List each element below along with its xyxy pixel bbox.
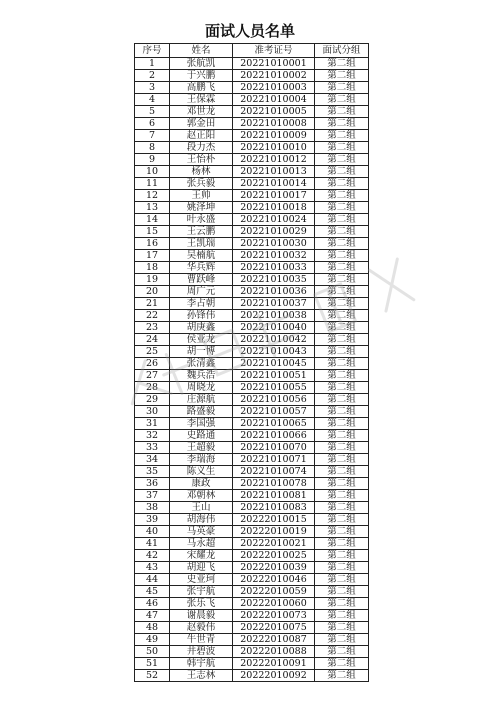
table-row bbox=[135, 406, 369, 418]
cell-number: 35 bbox=[135, 466, 170, 478]
cell-number: 22 bbox=[135, 310, 170, 322]
cell-exam-id: 20221010071 bbox=[233, 454, 315, 466]
table-row bbox=[135, 322, 369, 334]
cell-number: 47 bbox=[135, 610, 170, 622]
table-row bbox=[135, 238, 369, 250]
cell-exam-id: 20221010037 bbox=[233, 298, 315, 310]
cell-exam-id: 20222010025 bbox=[233, 550, 315, 562]
cell-group: 第二组 bbox=[315, 250, 369, 262]
cell-group: 第二组 bbox=[315, 562, 369, 574]
cell-exam-id: 20221010038 bbox=[233, 310, 315, 322]
cell-name: 魏兵浩 bbox=[170, 370, 233, 382]
table-row bbox=[135, 550, 369, 562]
cell-name: 谢晨毅 bbox=[170, 610, 233, 622]
table-row bbox=[135, 190, 369, 202]
cell-name: 赵正阳 bbox=[170, 130, 233, 142]
cell-exam-id: 20222010073 bbox=[233, 610, 315, 622]
table-row bbox=[135, 178, 369, 190]
cell-number: 10 bbox=[135, 166, 170, 178]
table-row bbox=[135, 598, 369, 610]
cell-group: 第二组 bbox=[315, 142, 369, 154]
table-row bbox=[135, 70, 369, 82]
roster-table bbox=[134, 43, 369, 682]
cell-group: 第二组 bbox=[315, 382, 369, 394]
cell-number: 7 bbox=[135, 130, 170, 142]
cell-exam-id: 20221010012 bbox=[233, 154, 315, 166]
cell-number: 5 bbox=[135, 106, 170, 118]
table-row bbox=[135, 226, 369, 238]
cell-name: 王保霖 bbox=[170, 94, 233, 106]
table-row bbox=[135, 610, 369, 622]
cell-name: 周晓龙 bbox=[170, 382, 233, 394]
cell-number: 1 bbox=[135, 58, 170, 70]
cell-exam-id: 20221010032 bbox=[233, 250, 315, 262]
table-row bbox=[135, 310, 369, 322]
cell-exam-id: 20222010046 bbox=[233, 574, 315, 586]
cell-name: 张兵毅 bbox=[170, 178, 233, 190]
cell-name: 井碧波 bbox=[170, 646, 233, 658]
cell-group: 第二组 bbox=[315, 502, 369, 514]
cell-group: 第二组 bbox=[315, 574, 369, 586]
cell-exam-id: 20221010078 bbox=[233, 478, 315, 490]
cell-number: 36 bbox=[135, 478, 170, 490]
cell-exam-id: 20222010091 bbox=[233, 658, 315, 670]
cell-exam-id: 20221010002 bbox=[233, 70, 315, 82]
cell-number: 13 bbox=[135, 202, 170, 214]
table-row bbox=[135, 358, 369, 370]
cell-name: 杨林 bbox=[170, 166, 233, 178]
cell-number: 25 bbox=[135, 346, 170, 358]
cell-exam-id: 20221010001 bbox=[233, 58, 315, 70]
cell-name: 周广元 bbox=[170, 286, 233, 298]
table-body bbox=[135, 58, 369, 682]
cell-group: 第二组 bbox=[315, 454, 369, 466]
cell-name: 王山 bbox=[170, 502, 233, 514]
cell-group: 第二组 bbox=[315, 238, 369, 250]
cell-exam-id: 20222010015 bbox=[233, 514, 315, 526]
cell-group: 第二组 bbox=[315, 118, 369, 130]
cell-group: 第二组 bbox=[315, 94, 369, 106]
table-row bbox=[135, 658, 369, 670]
cell-exam-id: 20222010021 bbox=[233, 538, 315, 550]
cell-group: 第二组 bbox=[315, 106, 369, 118]
table-row bbox=[135, 142, 369, 154]
cell-group: 第二组 bbox=[315, 214, 369, 226]
cell-number: 33 bbox=[135, 442, 170, 454]
table-row bbox=[135, 538, 369, 550]
cell-exam-id: 20221010083 bbox=[233, 502, 315, 514]
cell-number: 48 bbox=[135, 622, 170, 634]
cell-group: 第二组 bbox=[315, 526, 369, 538]
cell-number: 17 bbox=[135, 250, 170, 262]
table-row bbox=[135, 586, 369, 598]
table-row bbox=[135, 154, 369, 166]
cell-name: 王帅 bbox=[170, 190, 233, 202]
cell-group: 第二组 bbox=[315, 406, 369, 418]
cell-group: 第二组 bbox=[315, 286, 369, 298]
cell-group: 第二组 bbox=[315, 598, 369, 610]
table-row bbox=[135, 562, 369, 574]
cell-number: 4 bbox=[135, 94, 170, 106]
cell-number: 29 bbox=[135, 394, 170, 406]
cell-name: 牛世青 bbox=[170, 634, 233, 646]
cell-number: 20 bbox=[135, 286, 170, 298]
table-row bbox=[135, 214, 369, 226]
cell-number: 38 bbox=[135, 502, 170, 514]
table-row bbox=[135, 94, 369, 106]
table-row bbox=[135, 82, 369, 94]
cell-number: 6 bbox=[135, 118, 170, 130]
cell-number: 27 bbox=[135, 370, 170, 382]
cell-number: 45 bbox=[135, 586, 170, 598]
cell-number: 37 bbox=[135, 490, 170, 502]
cell-exam-id: 20221010051 bbox=[233, 370, 315, 382]
cell-name: 于兴鹏 bbox=[170, 70, 233, 82]
cell-name: 胡庚鑫 bbox=[170, 322, 233, 334]
cell-number: 34 bbox=[135, 454, 170, 466]
cell-number: 50 bbox=[135, 646, 170, 658]
cell-number: 9 bbox=[135, 154, 170, 166]
cell-group: 第二组 bbox=[315, 274, 369, 286]
cell-number: 12 bbox=[135, 190, 170, 202]
table-header bbox=[135, 44, 369, 58]
cell-name: 邓朝林 bbox=[170, 490, 233, 502]
cell-number: 42 bbox=[135, 550, 170, 562]
cell-exam-id: 20221010029 bbox=[233, 226, 315, 238]
cell-exam-id: 20222010087 bbox=[233, 634, 315, 646]
cell-exam-id: 20221010024 bbox=[233, 214, 315, 226]
cell-name: 侯亚龙 bbox=[170, 334, 233, 346]
cell-name: 康政 bbox=[170, 478, 233, 490]
cell-name: 赵毅伟 bbox=[170, 622, 233, 634]
cell-number: 2 bbox=[135, 70, 170, 82]
header-row bbox=[135, 44, 369, 58]
table-row bbox=[135, 346, 369, 358]
cell-exam-id: 20221010043 bbox=[233, 346, 315, 358]
cell-number: 11 bbox=[135, 178, 170, 190]
cell-exam-id: 20221010055 bbox=[233, 382, 315, 394]
cell-number: 8 bbox=[135, 142, 170, 154]
table-row bbox=[135, 418, 369, 430]
cell-exam-id: 20221010009 bbox=[233, 130, 315, 142]
cell-number: 39 bbox=[135, 514, 170, 526]
cell-exam-id: 20221010042 bbox=[233, 334, 315, 346]
table-row bbox=[135, 670, 369, 682]
table-row bbox=[135, 442, 369, 454]
table-row bbox=[135, 490, 369, 502]
table-row bbox=[135, 430, 369, 442]
cell-name: 李国强 bbox=[170, 418, 233, 430]
table-row bbox=[135, 478, 369, 490]
table-row bbox=[135, 382, 369, 394]
cell-name: 华兵辉 bbox=[170, 262, 233, 274]
cell-number: 49 bbox=[135, 634, 170, 646]
table-row bbox=[135, 466, 369, 478]
cell-name: 张航凯 bbox=[170, 58, 233, 70]
cell-name: 高鹏飞 bbox=[170, 82, 233, 94]
cell-number: 18 bbox=[135, 262, 170, 274]
cell-name: 马英豪 bbox=[170, 526, 233, 538]
cell-name: 叶永盛 bbox=[170, 214, 233, 226]
cell-name: 王云鹏 bbox=[170, 226, 233, 238]
cell-name: 段力杰 bbox=[170, 142, 233, 154]
table-row bbox=[135, 130, 369, 142]
cell-exam-id: 20222010088 bbox=[233, 646, 315, 658]
cell-group: 第二组 bbox=[315, 322, 369, 334]
cell-name: 吴楠航 bbox=[170, 250, 233, 262]
table-row bbox=[135, 574, 369, 586]
cell-group: 第二组 bbox=[315, 634, 369, 646]
cell-exam-id: 20222010019 bbox=[233, 526, 315, 538]
cell-group: 第二组 bbox=[315, 178, 369, 190]
cell-group: 第二组 bbox=[315, 70, 369, 82]
cell-exam-id: 20221010070 bbox=[233, 442, 315, 454]
cell-exam-id: 20221010040 bbox=[233, 322, 315, 334]
cell-group: 第二组 bbox=[315, 190, 369, 202]
cell-group: 第二组 bbox=[315, 262, 369, 274]
cell-name: 王凯瑞 bbox=[170, 238, 233, 250]
header-cell-name: 姓名 bbox=[170, 44, 233, 58]
cell-group: 第二组 bbox=[315, 58, 369, 70]
cell-name: 路盛毅 bbox=[170, 406, 233, 418]
cell-name: 曹跃峰 bbox=[170, 274, 233, 286]
cell-name: 胡海伟 bbox=[170, 514, 233, 526]
cell-group: 第二组 bbox=[315, 550, 369, 562]
cell-number: 51 bbox=[135, 658, 170, 670]
cell-exam-id: 20221010035 bbox=[233, 274, 315, 286]
cell-group: 第二组 bbox=[315, 610, 369, 622]
cell-name: 张宇航 bbox=[170, 586, 233, 598]
cell-name: 韩宇航 bbox=[170, 658, 233, 670]
cell-name: 史路通 bbox=[170, 430, 233, 442]
cell-exam-id: 20221010013 bbox=[233, 166, 315, 178]
cell-name: 马永超 bbox=[170, 538, 233, 550]
cell-number: 14 bbox=[135, 214, 170, 226]
table-row bbox=[135, 202, 369, 214]
table-row bbox=[135, 250, 369, 262]
cell-group: 第二组 bbox=[315, 346, 369, 358]
cell-group: 第二组 bbox=[315, 622, 369, 634]
cell-exam-id: 20221010057 bbox=[233, 406, 315, 418]
cell-exam-id: 20221010045 bbox=[233, 358, 315, 370]
table-row bbox=[135, 286, 369, 298]
cell-name: 王超毅 bbox=[170, 442, 233, 454]
cell-exam-id: 20221010017 bbox=[233, 190, 315, 202]
cell-number: 19 bbox=[135, 274, 170, 286]
cell-name: 李占朝 bbox=[170, 298, 233, 310]
cell-name: 王志林 bbox=[170, 670, 233, 682]
cell-number: 40 bbox=[135, 526, 170, 538]
cell-group: 第二组 bbox=[315, 166, 369, 178]
cell-group: 第二组 bbox=[315, 82, 369, 94]
cell-number: 16 bbox=[135, 238, 170, 250]
cell-number: 21 bbox=[135, 298, 170, 310]
table-row bbox=[135, 526, 369, 538]
cell-group: 第二组 bbox=[315, 394, 369, 406]
cell-name: 郭金田 bbox=[170, 118, 233, 130]
header-cell-number: 序号 bbox=[135, 44, 170, 58]
cell-exam-id: 20222010092 bbox=[233, 670, 315, 682]
cell-number: 52 bbox=[135, 670, 170, 682]
cell-name: 庄源航 bbox=[170, 394, 233, 406]
cell-group: 第二组 bbox=[315, 538, 369, 550]
header-cell-group: 面试分组 bbox=[315, 44, 369, 58]
cell-number: 31 bbox=[135, 418, 170, 430]
cell-exam-id: 20221010003 bbox=[233, 82, 315, 94]
cell-exam-id: 20221010018 bbox=[233, 202, 315, 214]
table-row bbox=[135, 58, 369, 70]
table-row bbox=[135, 514, 369, 526]
cell-group: 第二组 bbox=[315, 298, 369, 310]
header-cell-exam-id: 准考证号 bbox=[233, 44, 315, 58]
cell-number: 23 bbox=[135, 322, 170, 334]
cell-group: 第二组 bbox=[315, 466, 369, 478]
cell-number: 44 bbox=[135, 574, 170, 586]
cell-name: 陈义生 bbox=[170, 466, 233, 478]
cell-exam-id: 20221010081 bbox=[233, 490, 315, 502]
cell-name: 李瑞海 bbox=[170, 454, 233, 466]
cell-group: 第二组 bbox=[315, 586, 369, 598]
table-row bbox=[135, 298, 369, 310]
cell-number: 3 bbox=[135, 82, 170, 94]
cell-name: 胡迎飞 bbox=[170, 562, 233, 574]
table-row bbox=[135, 622, 369, 634]
cell-exam-id: 20221010066 bbox=[233, 430, 315, 442]
cell-group: 第二组 bbox=[315, 430, 369, 442]
cell-name: 姚泽坤 bbox=[170, 202, 233, 214]
cell-group: 第二组 bbox=[315, 154, 369, 166]
cell-group: 第二组 bbox=[315, 226, 369, 238]
page-title: 面试人员名单 bbox=[204, 22, 295, 40]
cell-exam-id: 20222010039 bbox=[233, 562, 315, 574]
cell-exam-id: 20221010008 bbox=[233, 118, 315, 130]
cell-group: 第二组 bbox=[315, 478, 369, 490]
cell-group: 第二组 bbox=[315, 334, 369, 346]
table-row bbox=[135, 274, 369, 286]
cell-group: 第二组 bbox=[315, 202, 369, 214]
cell-name: 张乐飞 bbox=[170, 598, 233, 610]
cell-name: 胡一博 bbox=[170, 346, 233, 358]
cell-number: 28 bbox=[135, 382, 170, 394]
cell-group: 第二组 bbox=[315, 370, 369, 382]
cell-name: 史亚珂 bbox=[170, 574, 233, 586]
table-row bbox=[135, 334, 369, 346]
cell-exam-id: 20221010036 bbox=[233, 286, 315, 298]
cell-exam-id: 20221010065 bbox=[233, 418, 315, 430]
cell-exam-id: 20221010005 bbox=[233, 106, 315, 118]
table-row bbox=[135, 394, 369, 406]
table-row bbox=[135, 634, 369, 646]
cell-name: 王怡朴 bbox=[170, 154, 233, 166]
cell-group: 第二组 bbox=[315, 418, 369, 430]
cell-group: 第二组 bbox=[315, 310, 369, 322]
cell-name: 张清鑫 bbox=[170, 358, 233, 370]
cell-group: 第二组 bbox=[315, 646, 369, 658]
cell-name: 邓世龙 bbox=[170, 106, 233, 118]
table-row bbox=[135, 454, 369, 466]
table-row bbox=[135, 262, 369, 274]
cell-exam-id: 20221010014 bbox=[233, 178, 315, 190]
cell-group: 第二组 bbox=[315, 442, 369, 454]
cell-exam-id: 20222010059 bbox=[233, 586, 315, 598]
cell-number: 30 bbox=[135, 406, 170, 418]
cell-number: 15 bbox=[135, 226, 170, 238]
cell-group: 第二组 bbox=[315, 490, 369, 502]
cell-number: 32 bbox=[135, 430, 170, 442]
cell-exam-id: 20221010056 bbox=[233, 394, 315, 406]
cell-exam-id: 20221010010 bbox=[233, 142, 315, 154]
table-row bbox=[135, 118, 369, 130]
cell-exam-id: 20221010074 bbox=[233, 466, 315, 478]
cell-exam-id: 20222010060 bbox=[233, 598, 315, 610]
table-row bbox=[135, 106, 369, 118]
table-row bbox=[135, 646, 369, 658]
cell-number: 41 bbox=[135, 538, 170, 550]
cell-name: 孙锋伟 bbox=[170, 310, 233, 322]
cell-group: 第二组 bbox=[315, 658, 369, 670]
cell-group: 第二组 bbox=[315, 670, 369, 682]
cell-group: 第二组 bbox=[315, 514, 369, 526]
cell-name: 宋耀龙 bbox=[170, 550, 233, 562]
cell-exam-id: 20221010004 bbox=[233, 94, 315, 106]
table-row bbox=[135, 166, 369, 178]
cell-group: 第二组 bbox=[315, 358, 369, 370]
table-row bbox=[135, 370, 369, 382]
cell-exam-id: 20221010030 bbox=[233, 238, 315, 250]
cell-exam-id: 20222010075 bbox=[233, 622, 315, 634]
table-row bbox=[135, 502, 369, 514]
cell-group: 第二组 bbox=[315, 130, 369, 142]
cell-number: 26 bbox=[135, 358, 170, 370]
cell-number: 46 bbox=[135, 598, 170, 610]
cell-number: 43 bbox=[135, 562, 170, 574]
cell-number: 24 bbox=[135, 334, 170, 346]
cell-exam-id: 20221010033 bbox=[233, 262, 315, 274]
